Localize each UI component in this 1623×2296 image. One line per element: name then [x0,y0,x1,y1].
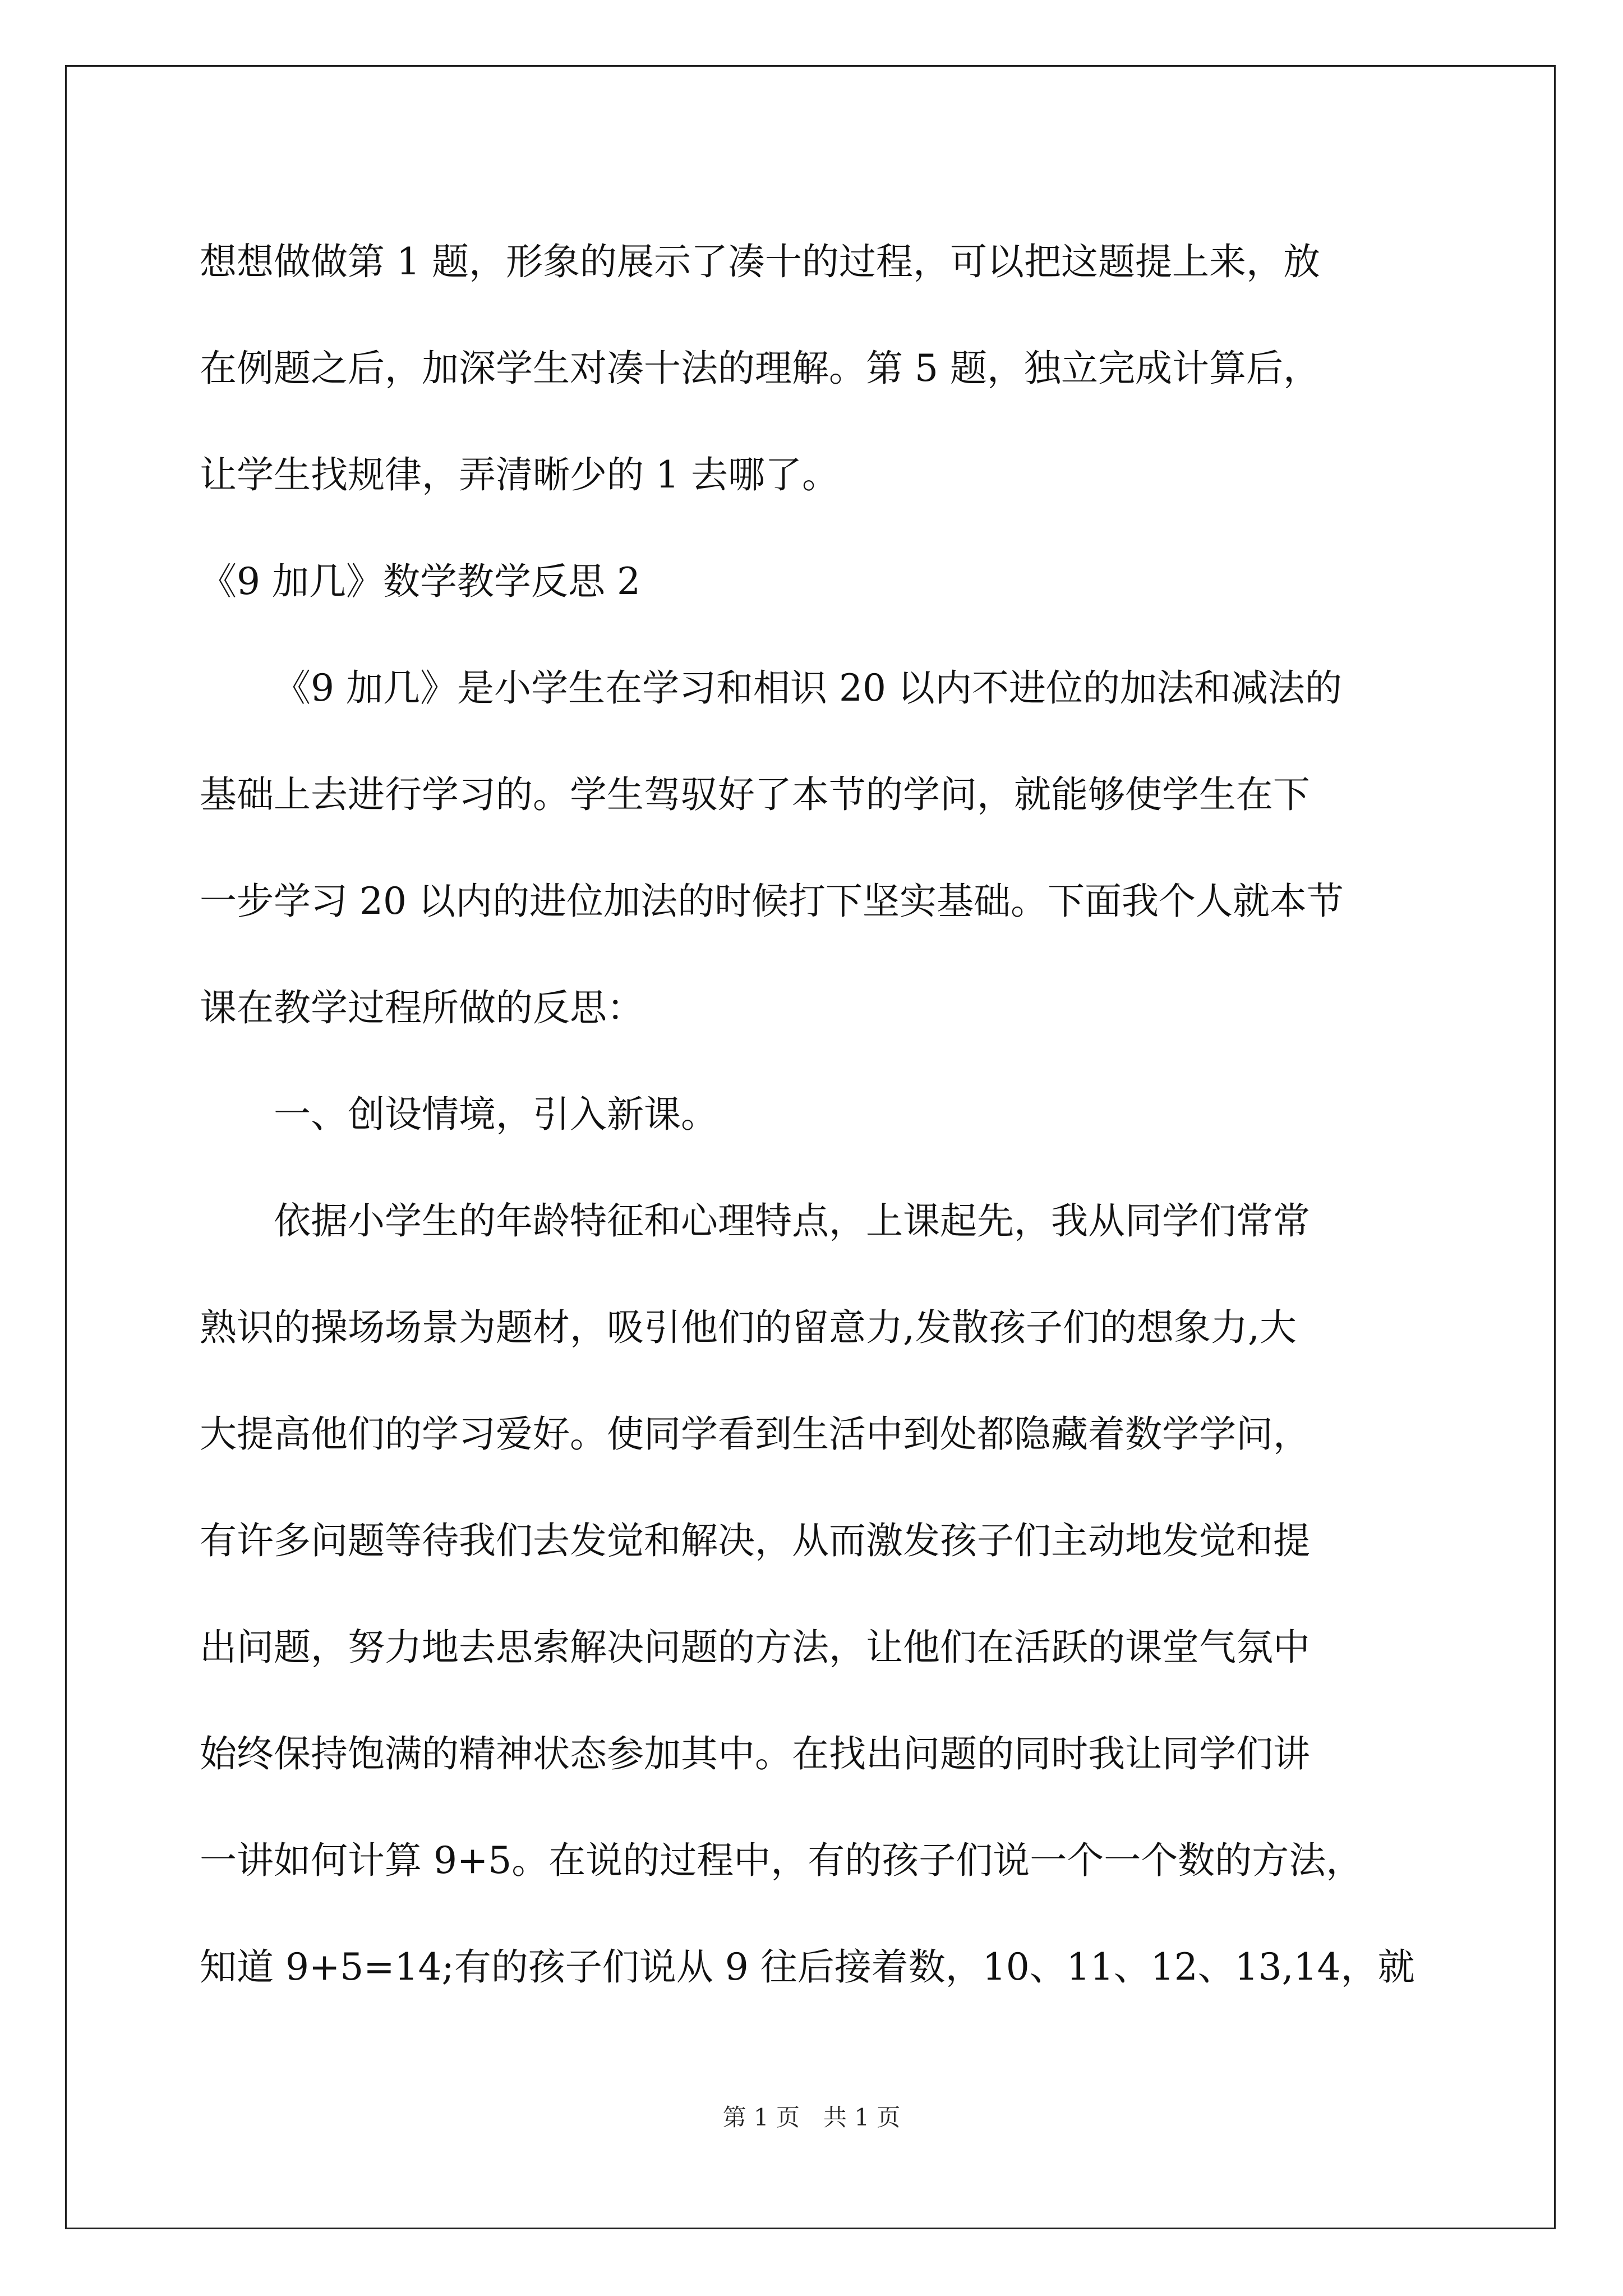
text-line-14: 出问题，努力地去思索解决问题的方法，让他们在活跃的课堂气氛中 [200,1626,1310,1669]
text-line-6: 基础上去进行学习的。学生驾驭好了本节的学问，就能够使学生在下 [200,773,1310,816]
subheading-line: 一、创设情境，引入新课。 [274,1093,718,1136]
text-line-1: 想想做做第 1 题，形象的展示了凑十的过程，可以把这题提上来，放 [200,240,1320,283]
text-line-11: 熟识的操场场景为题材，吸引他们的留意力,发散孩子们的想象力,大 [200,1306,1297,1349]
text-line-12: 大提高他们的学习爱好。使同学看到生活中到处都隐藏着数学学问， [200,1412,1310,1456]
text-line-10: 依据小学生的年龄特征和心理特点，上课起先，我从同学们常常 [274,1199,1310,1243]
text-line-7: 一步学习 20 以内的进位加法的时候打下坚实基础。下面我个人就本节 [200,880,1344,923]
document-body [200,209,1422,2021]
text-line-16: 一讲如何计算 9+5。在说的过程中，有的孩子们说一个一个数的方法， [200,1839,1363,1882]
text-line-17: 知道 9+5=14;有的孩子们说从 9 往后接着数，10、11、12、13,14，就 [200,1945,1415,1989]
text-line-3: 让学生找规律，弄清晰少的 1 去哪了。 [200,453,839,496]
text-line-2: 在例题之后，加深学生对凑十法的理解。第 5 题，独立完成计算后， [200,347,1320,390]
section-heading: 《9 加几》数学教学反思 2 [200,560,640,603]
page-number-footer: 第 1 页 共 1 页 [722,2104,901,2131]
text-line-15: 始终保持饱满的精神状态参加其中。在找出问题的同时我让同学们讲 [200,1732,1310,1775]
text-line-13: 有许多问题等待我们去发觉和解决，从而激发孩子们主动地发觉和提 [200,1519,1310,1562]
text-line-8: 课在教学过程所做的反思： [200,986,644,1029]
text-line-5: 《9 加几》是小学生在学习和相识 20 以内不进位的加法和减法的 [274,666,1342,710]
